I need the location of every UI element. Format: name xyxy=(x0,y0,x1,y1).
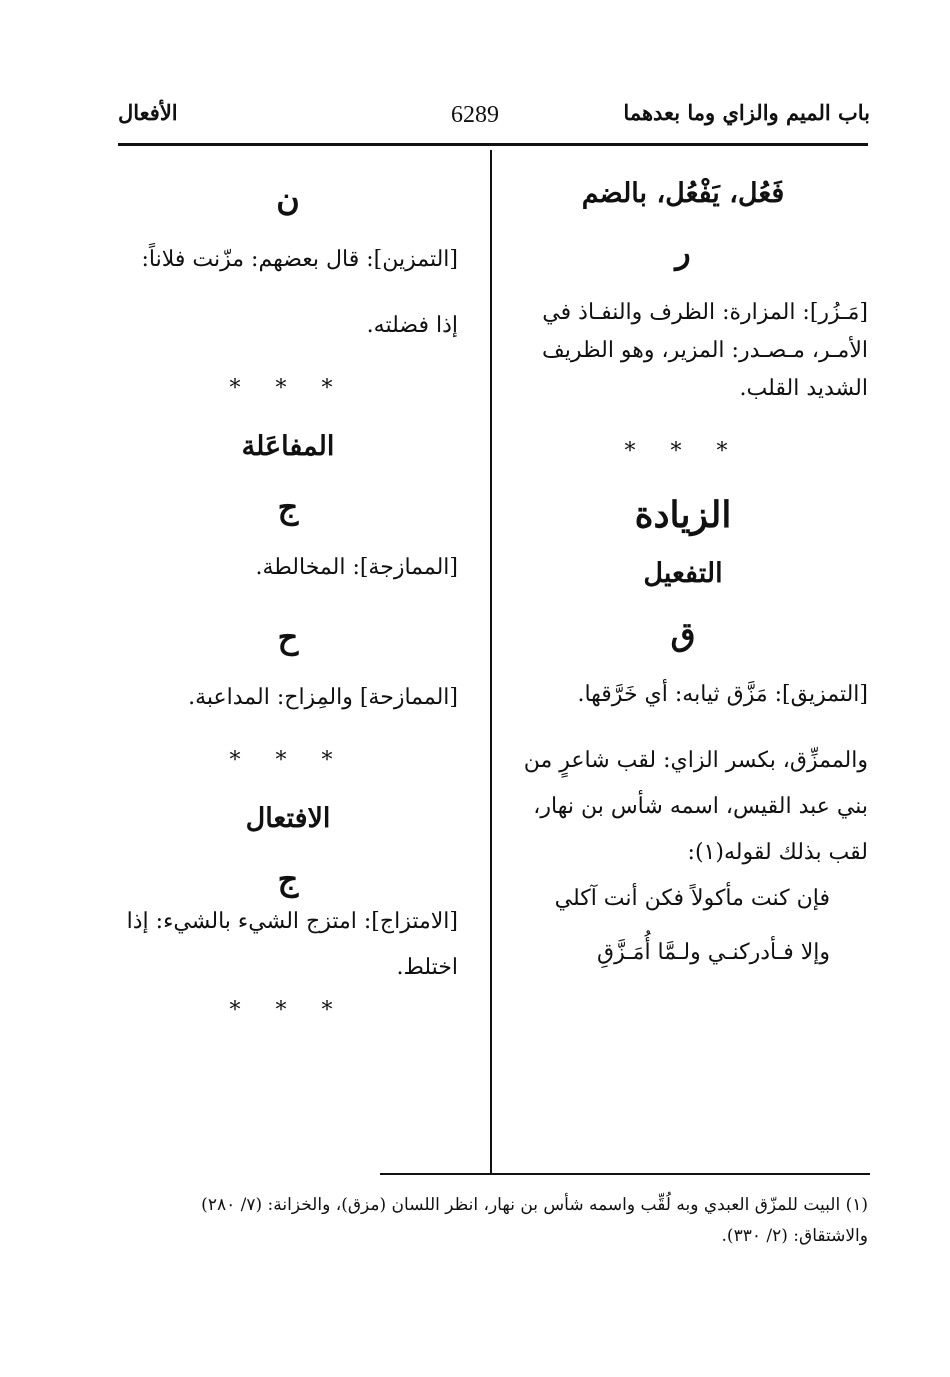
entry-mazur-line1: [مَـزُر]: المزارة: الظرف والنفـاذ في xyxy=(542,300,868,325)
letter-heading-h: ح xyxy=(277,618,299,656)
left-column xyxy=(118,160,458,1053)
letter-heading-r: ر xyxy=(675,233,691,271)
entry-mumazziq-line1: والممزِّق، بكسر الزاي: لقب شاعرٍ من xyxy=(523,748,868,773)
footnote xyxy=(118,1190,868,1252)
heading-tafil: التفعيل xyxy=(643,558,723,589)
separator-stars: * * * xyxy=(229,748,347,773)
chapter-title: باب الميم والزاي وما بعدهما xyxy=(623,100,870,125)
separator-stars: * * * xyxy=(229,376,347,401)
letter-heading-j: ج xyxy=(277,860,299,898)
entry-imtizaj-line1: [الامتزاج]: امتزج الشيء بالشيء: إذا xyxy=(126,909,458,934)
footnote-rule xyxy=(380,1173,870,1175)
heading-iftial: الافتعال xyxy=(245,803,331,834)
letter-heading-n: ن xyxy=(276,180,300,218)
entry-tamzin-line1: [التمزين]: قال بعضهم: مزّنت فلاناً: xyxy=(141,247,458,272)
section-title: الأفعال xyxy=(118,100,178,125)
heading-faul: فَعُل، يَفْعُل، بالضم xyxy=(581,178,785,209)
entry-mumazziq-line3: لقب بذلك لقوله(١): xyxy=(687,840,868,865)
column-divider xyxy=(490,150,492,1173)
separator-stars: * * * xyxy=(624,439,742,464)
entry-mumazziq-line2: بني عبد القيس، اسمه شأس بن نهار، xyxy=(533,794,868,819)
heading-ziyada: الزيادة xyxy=(634,494,732,536)
entry-mumazaja: [الممازجة]: المخالطة. xyxy=(255,555,458,580)
separator-stars: * * * xyxy=(229,998,347,1023)
heading-mufaala: المفاعَلة xyxy=(241,431,335,462)
letter-heading-q: ق xyxy=(670,615,696,653)
entry-tamzin-line2: إذا فضلته. xyxy=(366,313,458,338)
header-rule xyxy=(118,143,868,146)
poem-verse-1: فإن كنت مأكولاً فكن أنت آكلي xyxy=(554,886,830,911)
poem-verse-2: وإلا فـأدركنـي ولـمَّا أُمَـزَّقِ xyxy=(597,940,830,965)
entry-mumazaha: [الممازحة] والمِزاح: المداعبة. xyxy=(188,685,458,710)
entry-tamziq: [التمزيق]: مَزَّق ثيابه: أي خَرَّقها. xyxy=(577,682,868,707)
letter-heading-j: ج xyxy=(277,488,299,526)
entry-imtizaj-line2: اختلط. xyxy=(396,955,458,980)
footnote-line2: والاشتقاق: (٢/ ٣٣٠). xyxy=(721,1226,868,1246)
page-number: 6289 xyxy=(451,102,499,128)
entry-mazur-line3: الشديد القلب. xyxy=(739,376,868,401)
entry-mazur-line2: الأمـر، مـصـدر: المزير، وهو الظريف xyxy=(542,338,868,363)
footnote-line1: (١) البيت للمزّق العبدي وبه لُقِّب واسمه شأس بن نهار، انظر اللسان (مزق)، والخزانة: (٧/ ٢٨٠) xyxy=(201,1195,868,1215)
right-column xyxy=(498,160,868,991)
